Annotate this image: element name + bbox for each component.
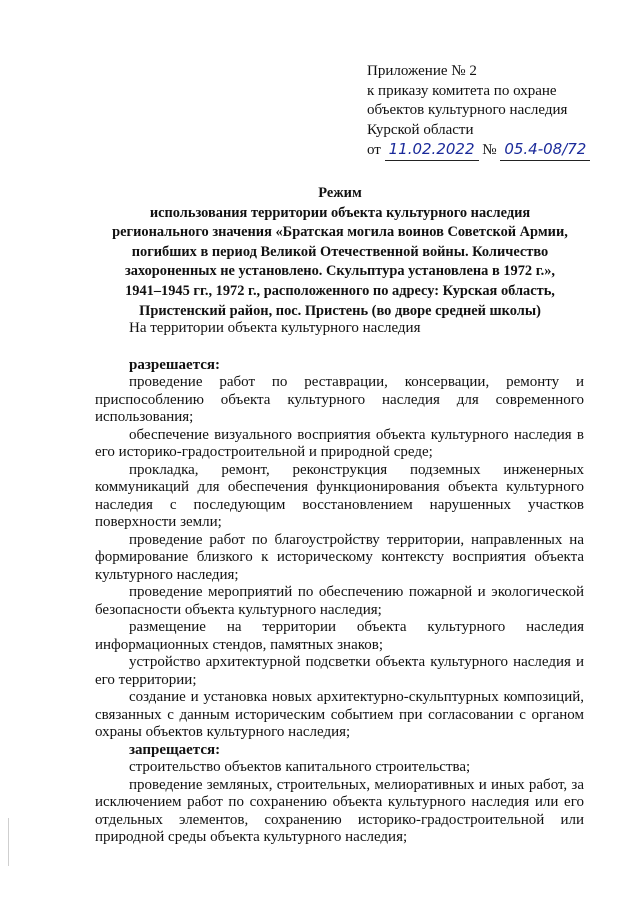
title-word: Режим [318, 185, 362, 201]
title-line: использования территории объекта культурного наследия [149, 204, 531, 221]
forbidden-item: строительство объектов капитального строительства; [129, 759, 471, 775]
allowed-item: размещение на территории объекта культурного наследия информационных стендов, памятных знаков; [95, 619, 584, 653]
allowed-item: проведение работ по реставрации, консервации, ремонту и приспособлению объекта культурного наследия для современного использования; [95, 374, 584, 425]
title-line: погибших в период Великой Отечественной войны. Количество [131, 243, 549, 260]
intro-text: На территории объекта культурного наследия [129, 320, 421, 336]
allowed-item: проведение мероприятий по обеспечению пожарной и экологической безопасности объекта культурного наследия; [95, 584, 584, 618]
allowed-item: прокладка, ремонт, реконструкция подземных инженерных коммуникаций для обеспечения функционирования объекта культурного наследия с последующим восстановлением нарушенных участков поверхности земли; [95, 461, 584, 530]
title-line: регионального значения «Братская могила воинов Советской Армии, [112, 224, 568, 241]
allowed-item: создание и установка новых архитектурно-скульптурных композиций, связанных с данным историческим событием при согласовании с органом охраны объектов культурного наследия; [95, 689, 584, 740]
allowed-item: обеспечение визуального восприятия объекта культурного наследия в его историко-градостроительной и природной среде; [95, 426, 584, 460]
allowed-heading: разрешается: [129, 356, 221, 373]
handwritten-date: 11.02.2022 [385, 140, 479, 161]
annex-committee: объектов культурного наследия [367, 102, 568, 118]
annex-region: Курской области [367, 121, 474, 138]
document-title [80, 184, 600, 321]
forbidden-item: проведение земляных, строительных, мелиоративных и иных работ, за исключением работ по сохранению объекта культурного наследия или его отдельных элементов, сохранению историко-градостроительной или природной среды объекта культурного наследия; [95, 776, 584, 845]
annex-number: Приложение № 2 [367, 63, 477, 79]
forbidden-heading: запрещается: [129, 741, 221, 758]
title-line: 1941–1945 гг., 1972 г., расположенного по адресу: Курская область, [125, 282, 555, 299]
annex-date-line [367, 140, 590, 161]
handwritten-number: 05.4-08/72 [500, 140, 590, 161]
document-body [95, 320, 584, 847]
title-line: Пристенский район, пос. Пристень (во дворе средней школы) [139, 302, 541, 319]
scan-margin-mark [8, 818, 9, 866]
annex-order-ref: к приказу комитета по охране [367, 82, 557, 99]
number-prefix: № [482, 142, 497, 158]
allowed-item: устройство архитектурной подсветки объекта культурного наследия и его территории; [95, 654, 584, 688]
annex-block [367, 62, 590, 161]
allowed-item: проведение работ по благоустройству территории, направленных на формирование близкого к историческому контексту восприятия объекта культурного наследия; [95, 531, 584, 583]
title-line: захороненных не установлено. Скульптура установлена в 1972 г.», [124, 263, 556, 280]
date-prefix: от [367, 142, 381, 158]
